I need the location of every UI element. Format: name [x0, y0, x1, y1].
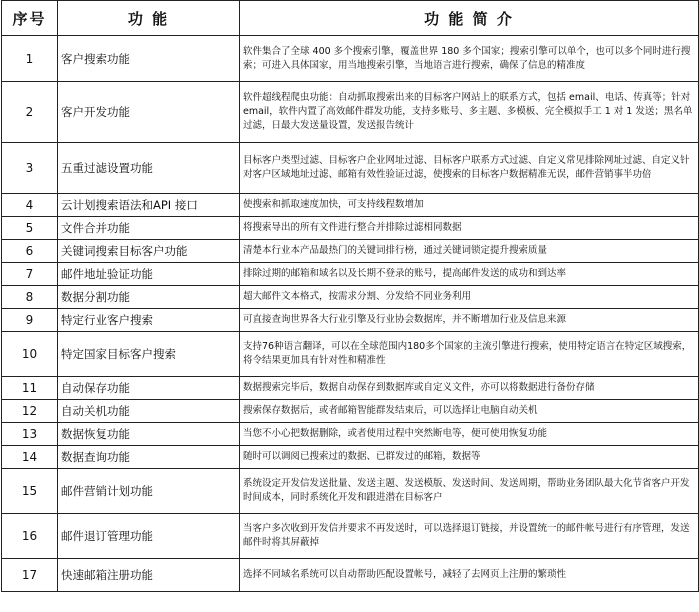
row-num: 5 [2, 217, 58, 240]
row-desc: 搜索保存数据后，或者邮箱智能群发结束后，可以选择让电脑自动关机 [240, 400, 699, 423]
row-name: 数据查询功能 [58, 446, 240, 469]
header-name: 功 能 [58, 1, 240, 36]
header-desc: 功 能 简 介 [240, 1, 699, 36]
row-num: 14 [2, 446, 58, 469]
table-row [2, 286, 699, 309]
row-num: 2 [2, 82, 58, 143]
table-row [2, 309, 699, 332]
table-row [2, 377, 699, 400]
table-row [2, 469, 699, 514]
features-table [1, 0, 699, 592]
table-row [2, 263, 699, 286]
row-num: 9 [2, 309, 58, 332]
row-name: 邮件营销计划功能 [58, 469, 240, 514]
row-desc: 当您不小心把数据删除，或者使用过程中突然断电等，便可使用恢复功能 [240, 423, 699, 446]
row-desc: 超大邮件文本格式，按需求分割、分发给不同业务利用 [240, 286, 699, 309]
row-desc: 可直接查询世界各大行业引擎及行业协会数据库，并不断增加行业及信息来源 [240, 309, 699, 332]
row-name: 特定国家目标客户搜索 [58, 332, 240, 377]
table-row [2, 194, 699, 217]
row-name: 云计划搜索语法和API 接口 [58, 194, 240, 217]
row-num: 15 [2, 469, 58, 514]
row-num: 16 [2, 514, 58, 559]
table-row [2, 143, 699, 194]
row-name: 自动保存功能 [58, 377, 240, 400]
row-name: 客户搜索功能 [58, 36, 240, 82]
row-name: 特定行业客户搜索 [58, 309, 240, 332]
row-desc: 使搜索和抓取速度加快，可支持线程数增加 [240, 194, 699, 217]
row-num: 6 [2, 240, 58, 263]
row-num: 7 [2, 263, 58, 286]
row-desc: 清楚本行业本产品最热门的关键词排行榜，通过关键词锁定提升搜索质量 [240, 240, 699, 263]
header-num: 序号 [2, 1, 58, 36]
table-row [2, 423, 699, 446]
row-num: 3 [2, 143, 58, 194]
table-row [2, 559, 699, 592]
row-num: 1 [2, 36, 58, 82]
table-row [2, 36, 699, 82]
row-name: 邮件地址验证功能 [58, 263, 240, 286]
header-row [2, 1, 699, 36]
row-name: 五重过滤设置功能 [58, 143, 240, 194]
row-name: 数据恢复功能 [58, 423, 240, 446]
row-num: 11 [2, 377, 58, 400]
row-desc: 当客户多次收到开发信并要求不再发送时，可以选择退订链接，并设置统一的邮件帐号进行有序管理，发送邮件时将其屏蔽掉 [240, 514, 699, 559]
row-name: 邮件退订管理功能 [58, 514, 240, 559]
table-row [2, 217, 699, 240]
table-row [2, 400, 699, 423]
row-desc: 排除过期的邮箱和域名以及长期不登录的账号，提高邮件发送的成功和到达率 [240, 263, 699, 286]
table-row [2, 514, 699, 559]
row-desc: 数据搜索完毕后，数据自动保存到数据库或自定义文件，亦可以将数据进行备份存储 [240, 377, 699, 400]
table-row [2, 332, 699, 377]
row-name: 数据分割功能 [58, 286, 240, 309]
row-num: 8 [2, 286, 58, 309]
table-row [2, 82, 699, 143]
row-name: 自动关机功能 [58, 400, 240, 423]
row-desc: 系统设定开发信发送批量、发送主题、发送模版、发送时间、发送周期，帮助业务团队最大化节省客户开发时间成本，同时系统化开发和跟进潜在目标客户 [240, 469, 699, 514]
row-desc: 选择不同域名系统可以自动帮助匹配设置帐号，减轻了去网页上注册的繁琐性 [240, 559, 699, 592]
table-row [2, 446, 699, 469]
row-name: 快速邮箱注册功能 [58, 559, 240, 592]
row-num: 4 [2, 194, 58, 217]
row-num: 10 [2, 332, 58, 377]
row-num: 12 [2, 400, 58, 423]
row-desc: 软件超线程爬虫功能：自动抓取搜索出来的目标客户网站上的联系方式，包括 email、电话、传真等；针对 email，软件内置了高效邮件群发功能，支持多账号、多主题、多模板、完全模拟手工 1 对 1 发送；黑名单过滤，日最大发送量设置，发送报告统计 [240, 82, 699, 143]
row-desc: 支持76种语言翻译，可以在全球范围内180多个国家的主流引擎进行搜索，使用特定语言在特定区域搜索，将令结果更加具有针对性和精准性 [240, 332, 699, 377]
row-desc: 随时可以调阅已搜索过的数据、已群发过的邮箱，数据等 [240, 446, 699, 469]
row-desc: 目标客户类型过滤、目标客户企业网址过滤、目标客户联系方式过滤、自定义常见排除网址过滤、自定义针对客户区域地址过滤、邮箱有效性验证过滤，使搜索的目标客户数据精准无误，邮件营销事半功倍 [240, 143, 699, 194]
row-desc: 将搜索导出的所有文件进行整合并排除过滤相同数据 [240, 217, 699, 240]
row-num: 17 [2, 559, 58, 592]
row-desc: 软件集合了全球 400 多个搜索引擎，覆盖世界 180 多个国家；搜索引擎可以单个，也可以多个同时进行搜索；可进入具体国家，用当地搜索引擎，当地语言进行搜索，确保了信息的精准度 [240, 36, 699, 82]
row-num: 13 [2, 423, 58, 446]
table-row [2, 240, 699, 263]
row-name: 文件合并功能 [58, 217, 240, 240]
row-name: 关键词搜索目标客户功能 [58, 240, 240, 263]
row-name: 客户开发功能 [58, 82, 240, 143]
